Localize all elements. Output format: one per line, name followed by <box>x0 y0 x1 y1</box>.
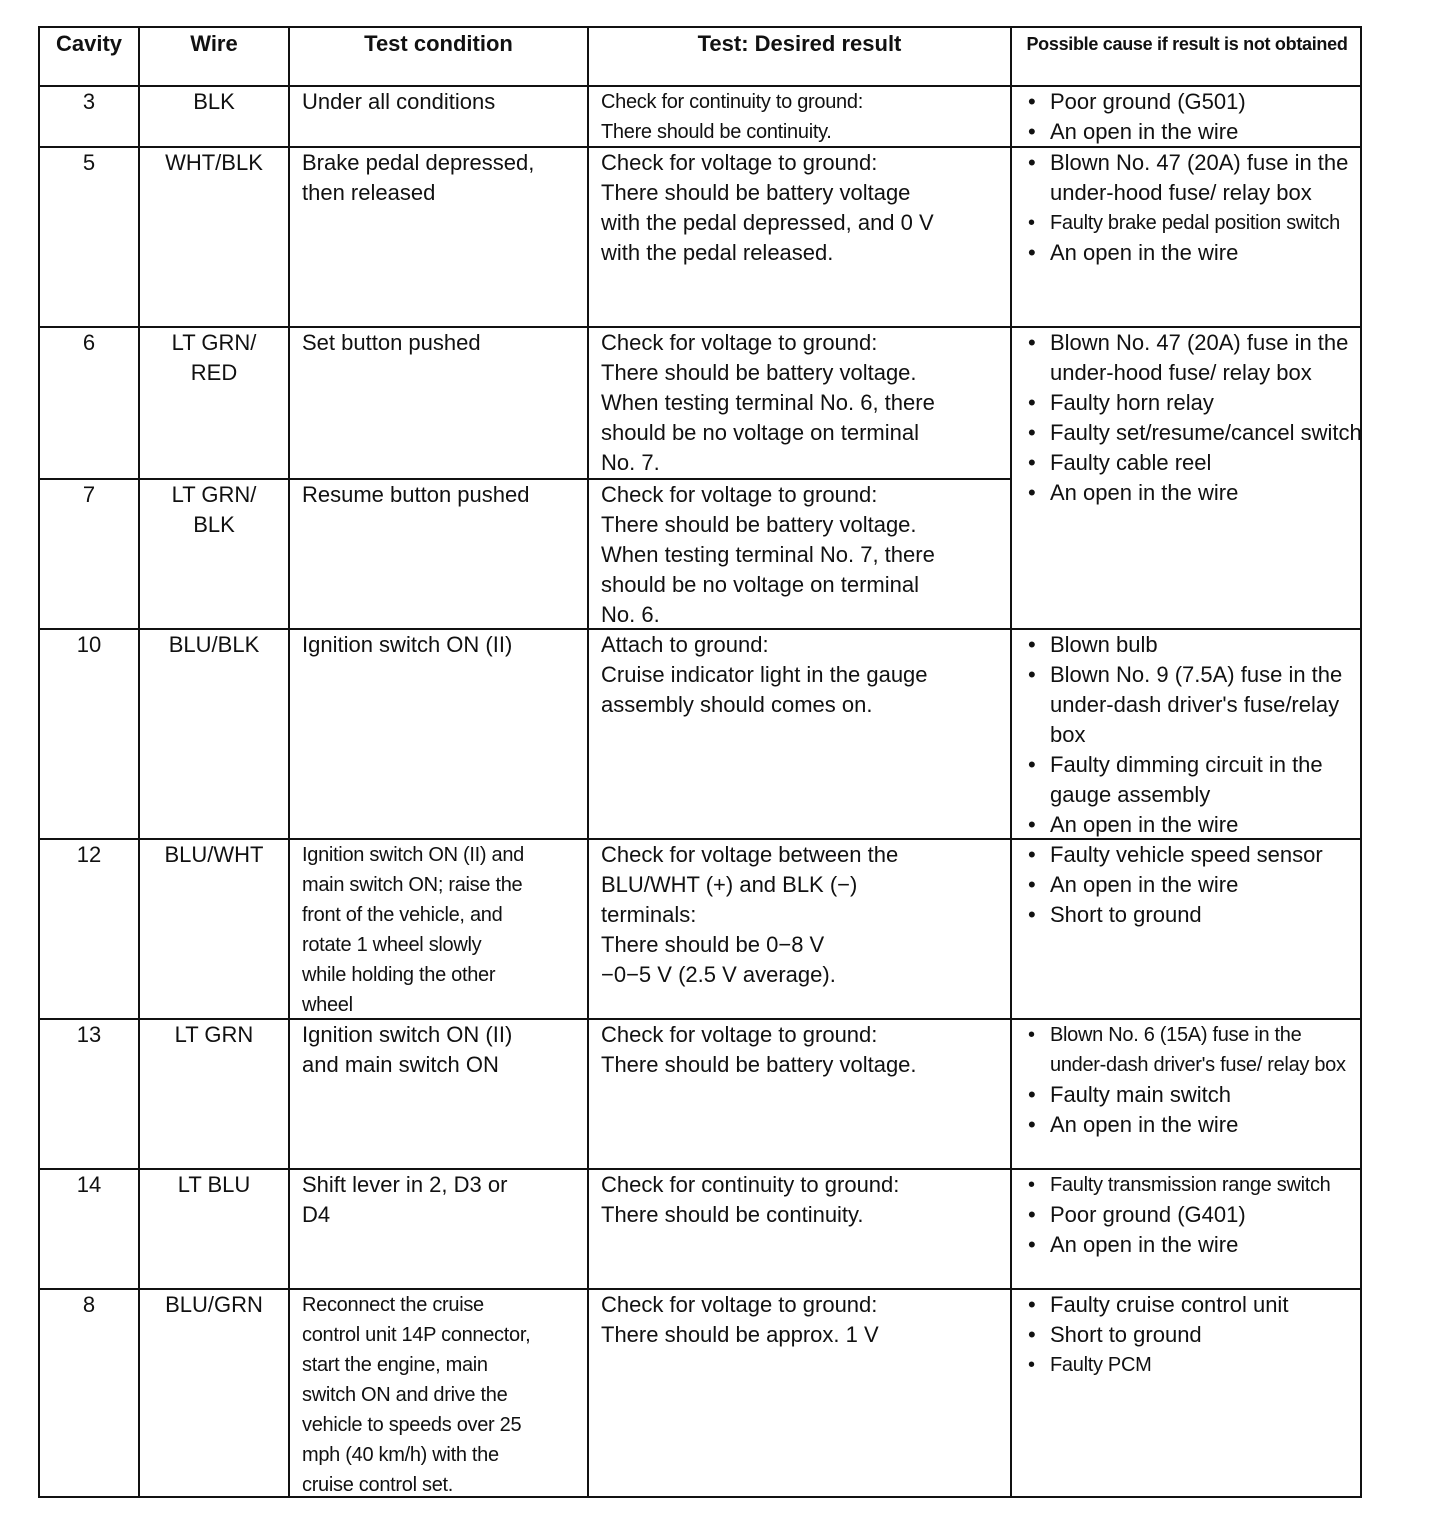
table-row <box>40 148 1360 326</box>
cause-item: • Faulty transmission range switch <box>1026 1170 1362 1200</box>
condition-cell: Ignition switch ON (II) and main switch ON; raise the front of the vehicle, and rotate 1 wheel slowly while holding the other wheel <box>302 844 524 1016</box>
table-row <box>40 1290 1360 1498</box>
cause-item: • Blown No. 47 (20A) fuse in the under-hood fuse/ relay box <box>1026 328 1362 388</box>
wire-cell: BLK <box>193 89 235 114</box>
wire-cell: LT BLU <box>177 1172 251 1197</box>
wire-cell: BLU/BLK <box>168 632 260 657</box>
cause-item: • Faulty cruise control unit <box>1026 1290 1362 1320</box>
cavity-cell: 5 <box>82 150 96 175</box>
cause-item: • Blown No. 9 (7.5A) fuse in the under-dash driver's fuse/relay box <box>1026 660 1362 750</box>
cause-cell <box>1012 148 1362 268</box>
result-cell: Check for voltage to ground: There should be battery voltage. When testing terminal No. 7, there should be no voltage on terminal No. 6. <box>601 482 935 627</box>
cause-item: • Faulty set/resume/cancel switch <box>1026 418 1362 448</box>
cavity-cell: 14 <box>76 1172 102 1197</box>
condition-cell: Ignition switch ON (II) and main switch ON <box>302 1022 513 1077</box>
table-row <box>40 87 1360 147</box>
header-cavity: Cavity <box>55 31 123 56</box>
cause-item: • Blown No. 47 (20A) fuse in the under-hood fuse/ relay box <box>1026 148 1362 208</box>
cause-item: • Poor ground (G501) <box>1026 87 1362 117</box>
condition-cell: Ignition switch ON (II) <box>302 632 513 657</box>
wire-cell: BLU/GRN <box>165 1292 263 1317</box>
condition-cell: Resume button pushed <box>302 482 530 507</box>
shared-cause-cell <box>1012 328 1362 628</box>
cause-item: • An open in the wire <box>1026 478 1362 508</box>
cause-item: • Faulty brake pedal position switch <box>1026 208 1362 238</box>
condition-cell: Shift lever in 2, D3 or D4 <box>302 1172 508 1227</box>
cavity-cell: 3 <box>82 89 96 114</box>
result-cell: Check for voltage to ground: There should be battery voltage. <box>601 1022 917 1077</box>
result-cell: Check for voltage to ground: There should be approx. 1 V <box>601 1292 879 1347</box>
cause-item: • An open in the wire <box>1026 117 1362 147</box>
condition-cell: Set button pushed <box>302 330 481 355</box>
cause-cell <box>1012 1020 1362 1140</box>
cause-item: • Blown bulb <box>1026 630 1362 660</box>
diagnostic-table <box>38 26 1362 1498</box>
cause-item: • Poor ground (G401) <box>1026 1200 1362 1230</box>
cavity-cell: 12 <box>76 842 102 867</box>
condition-cell: Reconnect the cruise control unit 14P connector, start the engine, main switch ON and drive the vehicle to speeds over 25 mph (40 km/h) with the cruise control set. <box>302 1294 531 1496</box>
table-row <box>40 1020 1360 1168</box>
header-possible-cause: Possible cause if result is not obtained <box>1026 34 1348 54</box>
cause-cell <box>1012 840 1362 930</box>
cause-item: • Short to ground <box>1026 900 1362 930</box>
result-cell: Check for continuity to ground: There should be continuity. <box>601 91 863 143</box>
cause-item: • An open in the wire <box>1026 1230 1362 1260</box>
result-cell: Check for voltage to ground: There should be battery voltage with the pedal depressed, and 0 V with the pedal released. <box>601 150 934 265</box>
wire-cell: BLU/WHT <box>164 842 264 867</box>
condition-cell: Brake pedal depressed, then released <box>302 150 535 205</box>
cause-item: • Blown No. 6 (15A) fuse in the under-dash driver's fuse/ relay box <box>1026 1020 1362 1080</box>
cavity-cell: 10 <box>76 632 102 657</box>
result-cell: Check for continuity to ground: There should be continuity. <box>601 1172 900 1227</box>
cause-item: • Faulty main switch <box>1026 1080 1362 1110</box>
cavity-cell: 7 <box>82 482 96 507</box>
result-cell: Check for voltage between the BLU/WHT (+) and BLK (−) terminals: There should be 0−8 V −0−5 V (2.5 V average). <box>601 842 899 987</box>
cause-cell <box>1012 87 1362 147</box>
header-desired-result: Test: Desired result <box>697 31 902 56</box>
cause-item: • An open in the wire <box>1026 238 1362 268</box>
cause-cell <box>1012 1290 1362 1380</box>
header-test-condition: Test condition <box>364 31 513 56</box>
result-cell: Attach to ground: Cruise indicator light in the gauge assembly should comes on. <box>601 632 928 717</box>
table-row <box>40 840 1360 1018</box>
wire-cell: LT GRN/ BLK <box>171 482 257 537</box>
wire-cell: WHT/BLK <box>165 150 263 175</box>
condition-cell: Under all conditions <box>302 89 496 114</box>
cause-item: • An open in the wire <box>1026 1110 1362 1140</box>
cause-item: • An open in the wire <box>1026 810 1362 840</box>
cause-item: • Short to ground <box>1026 1320 1362 1350</box>
header-wire: Wire <box>190 31 238 56</box>
cavity-cell: 8 <box>82 1292 96 1317</box>
wire-cell: LT GRN <box>174 1022 254 1047</box>
cause-cell <box>1012 1170 1362 1260</box>
cavity-cell: 6 <box>82 330 96 355</box>
cavity-cell: 13 <box>76 1022 102 1047</box>
cause-cell <box>1012 630 1362 840</box>
cause-item: • Faulty vehicle speed sensor <box>1026 840 1362 870</box>
table-row <box>40 1170 1360 1288</box>
cause-item: • Faulty dimming circuit in the gauge assembly <box>1026 750 1362 810</box>
result-cell: Check for voltage to ground: There should be battery voltage. When testing terminal No. 6, there should be no voltage on terminal No. 7. <box>601 330 935 475</box>
cause-item: • Faulty cable reel <box>1026 448 1362 478</box>
cause-item: • Faulty PCM <box>1026 1350 1362 1380</box>
cause-item: • An open in the wire <box>1026 870 1362 900</box>
wire-cell: LT GRN/ RED <box>171 330 257 385</box>
cause-item: • Faulty horn relay <box>1026 388 1362 418</box>
table-row <box>40 630 1360 838</box>
